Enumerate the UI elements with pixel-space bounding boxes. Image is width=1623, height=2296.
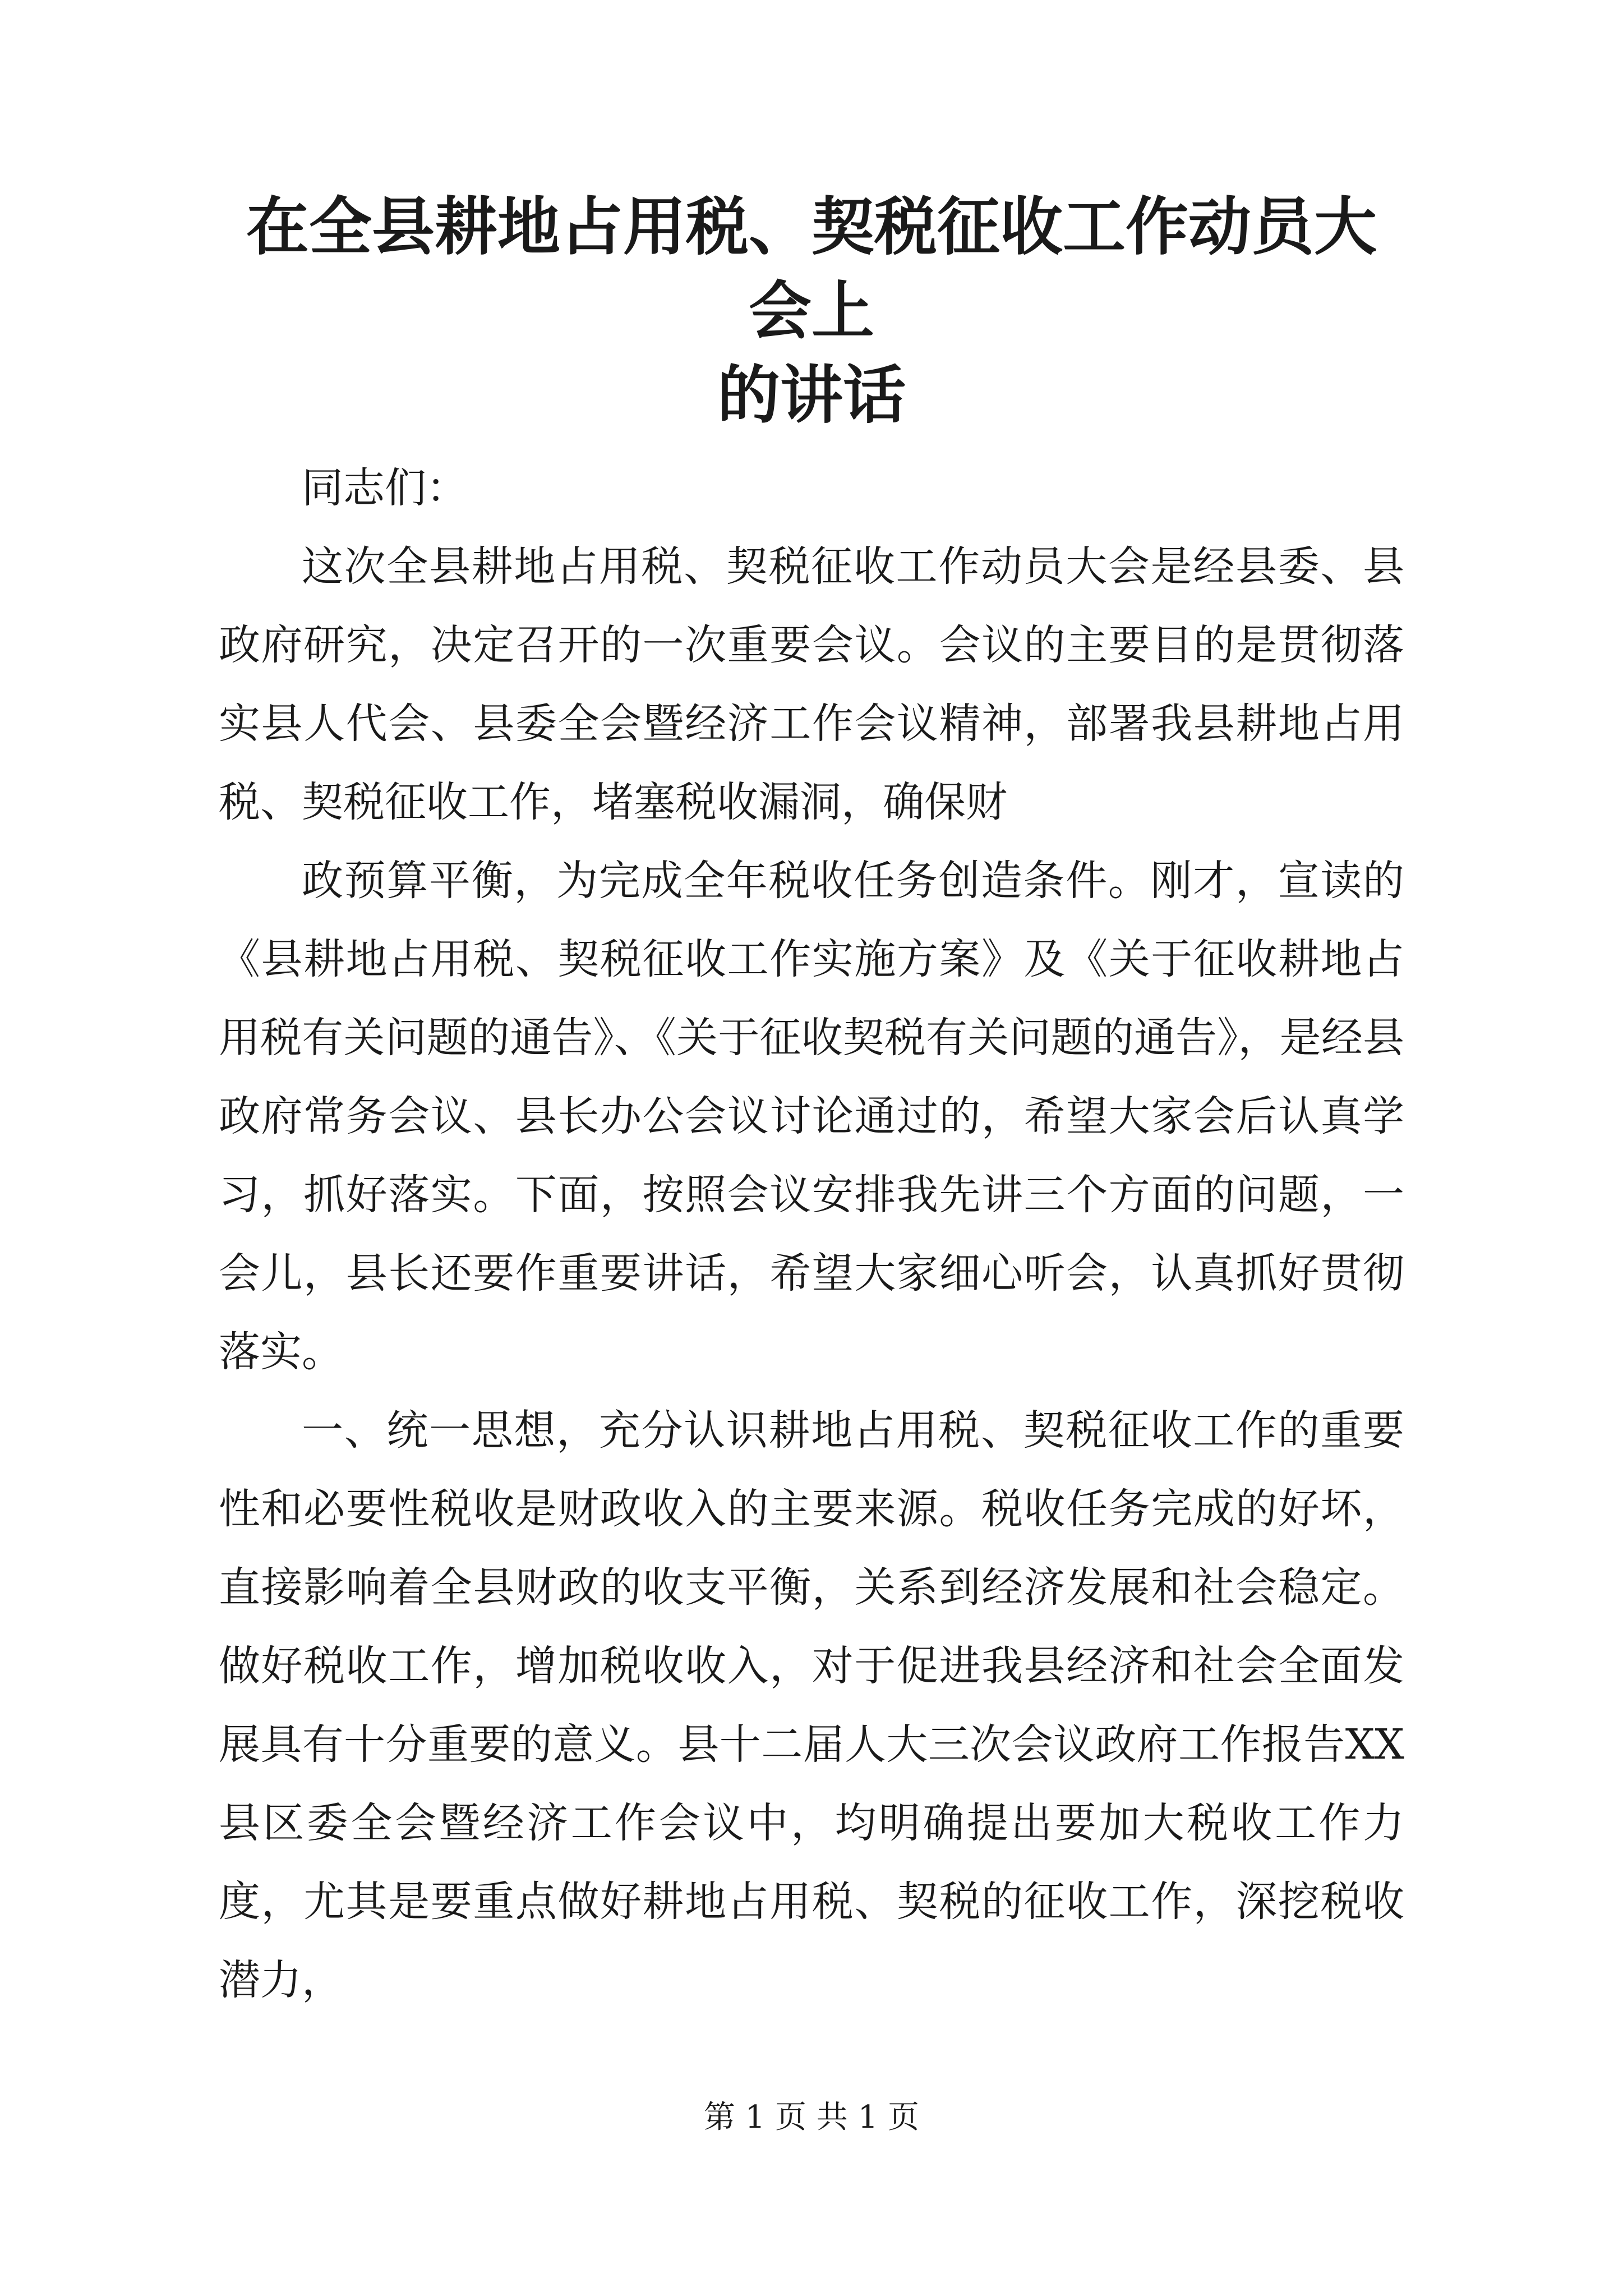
paragraph-1: 这次全县耕地占用税、契税征收工作动员大会是经县委、县政府研究，决定召开的一次重要会议。会议的主要目的是贯彻落实县人代会、县委全会暨经济工作会议精神，部署我县耕地占用税、契税征收工作，堵塞税收漏洞，确保财 [219,542,1404,826]
title-line-1: 在全县耕地占用税、契税征收工作动员大会上 [246,190,1377,348]
title-line-2: 的讲话 [717,358,906,432]
salutation: 同志们： [302,464,468,512]
page-footer: 第 1 页 共 1 页 [703,2099,920,2136]
document-title [219,185,1404,438]
document-body [219,449,1404,2019]
paragraph-2: 政预算平衡，为完成全年税收任务创造条件。刚才，宣读的《县耕地占用税、契税征收工作实施方案》及《关于征收耕地占用税有关问题的通告》、《关于征收契税有关问题的通告》，是经县政府常务会议、县长办公会议讨论通过的，希望大家会后认真学习，抓好落实。下面，按照会议安排我先讲三个方面的问题，一会儿，县长还要作重要讲话，希望大家细心听会，认真抓好贯彻落实。 [219,857,1404,1376]
paragraph-3: 一、统一思想，充分认识耕地占用税、契税征收工作的重要性和必要性税收是财政收入的主要来源。税收任务完成的好坏，直接影响着全县财政的收支平衡，关系到经济发展和社会稳定。做好税收工作，增加税收收入，对于促进我县经济和社会全面发展具有十分重要的意义。县十二届人大三次会议政府工作报告XX县区委全会暨经济工作会议中，均明确提出要加大税收工作力度，尤其是要重点做好耕地占用税、契税的征收工作，深挖税收潜力， [219,1406,1404,2004]
